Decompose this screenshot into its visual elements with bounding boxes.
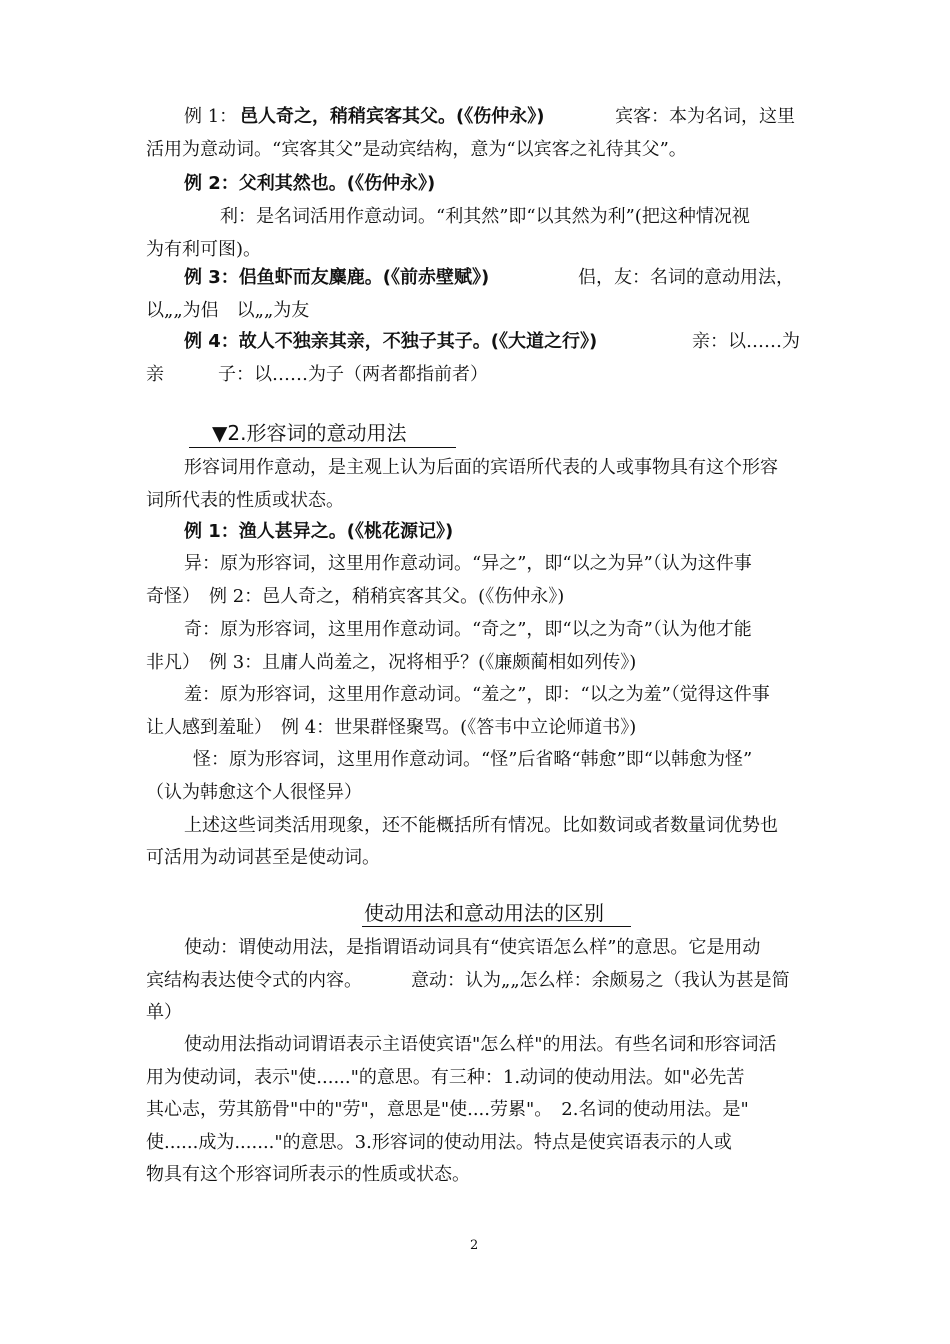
- text-line: 词所代表的性质或状态。: [146, 490, 344, 511]
- text-line: 上述这些词类活用现象，还不能概括所有情况。比如数词或者数量词优势也: [184, 815, 778, 836]
- text-line: 活用为意动词。“宾客其父”是动宾结构，意为“以宾客之礼待其父”。: [146, 139, 687, 160]
- text-line: 物具有这个形容词所表示的性质或状态。: [146, 1164, 470, 1185]
- example-line: 例 1：渔人甚异之。(《桃花源记》): [184, 521, 454, 542]
- text-line: 使动：谓使动用法，是指谓语动词具有“使宾语怎么样”的意思。它是用动: [184, 937, 761, 958]
- text-line: 意动：认为„„怎么样：余颇易之（我认为甚是简: [411, 970, 790, 991]
- text-line: 奇：原为形容词，这里用作意动词。“奇之”，即“以之为奇”（认为他才能: [184, 619, 752, 640]
- section-heading: ▼2.形容词的意动用法: [212, 421, 407, 445]
- text-line: 利：是名词活用作意动词。“利其然”即“以其然为利”(把这种情况视: [220, 206, 750, 227]
- text-line: 羞：原为形容词，这里用作意动词。“羞之”，即：“以之为羞”（觉得这件事: [184, 684, 770, 705]
- text-line: 亲 子：以……为子（两者都指前者）: [146, 364, 488, 385]
- text-line: 非凡） 例 3：且庸人尚羞之，况将相乎？(《廉颇蔺相如列传》): [146, 652, 637, 673]
- explanation: 侣，友：名词的意动用法，: [578, 267, 794, 288]
- example-line: 例 2：父利其然也。(《伤仲永》): [184, 173, 436, 194]
- text-line: 以„„为侣 以„„为友: [146, 300, 310, 321]
- text-line: 奇怪） 例 2：邑人奇之，稍稍宾客其父。(《伤仲永》): [146, 586, 565, 607]
- heading-underline: [362, 926, 631, 927]
- text-line: 其心志，劳其筋骨"中的"劳"，意思是"使....劳累"。 2.名词的使动用法。是": [146, 1099, 749, 1120]
- text-line: 单）: [146, 1002, 182, 1023]
- page-number: 2: [470, 1238, 479, 1253]
- text-line: 使动用法指动词谓语表示主语使宾语"怎么样"的用法。有些名词和形容词活: [184, 1034, 777, 1055]
- text-line: 用为使动词，表示"使......"的意思。有三种：1.动词的使动用法。如"必先苦: [146, 1067, 745, 1088]
- text-line: 让人感到羞耻） 例 4：世果群怪聚骂。(《答韦中立论师道书》): [146, 717, 637, 738]
- text-line: 宾结构表达使令式的内容。: [146, 970, 362, 991]
- example-quote: 邑人奇之，稍稍宾客其父。(《伤仲永》): [240, 106, 545, 127]
- text-line: 可活用为动词甚至是使动词。: [146, 847, 380, 868]
- text-line: 异：原为形容词，这里用作意动词。“异之”，即“以之为异”（认为这件事: [184, 553, 752, 574]
- text-line: （认为韩愈这个人很怪异）: [146, 782, 362, 803]
- text-line: 使......成为......."的意思。3.形容词的使动用法。特点是使宾语表示的人或: [146, 1132, 732, 1153]
- heading-underline: [189, 447, 456, 448]
- example-label: 例 1：: [184, 106, 238, 127]
- explanation: 宾客：本为名词，这里: [615, 106, 795, 127]
- explanation: 亲：以……为: [692, 331, 800, 352]
- section-heading: 使动用法和意动用法的区别: [364, 901, 604, 925]
- text-line: 为有利可图)。: [146, 239, 262, 260]
- text-line: 形容词用作意动，是主观上认为后面的宾语所代表的人或事物具有这个形容: [184, 457, 778, 478]
- text-line: 怪：原为形容词，这里用作意动词。“怪”后省略“韩愈”即“以韩愈为怪”: [193, 749, 753, 770]
- example-line: 例 4：故人不独亲其亲，不独子其子。(《大道之行》): [184, 331, 598, 352]
- example-line: 例 3：侣鱼虾而友麋鹿。(《前赤壁赋》): [184, 267, 490, 288]
